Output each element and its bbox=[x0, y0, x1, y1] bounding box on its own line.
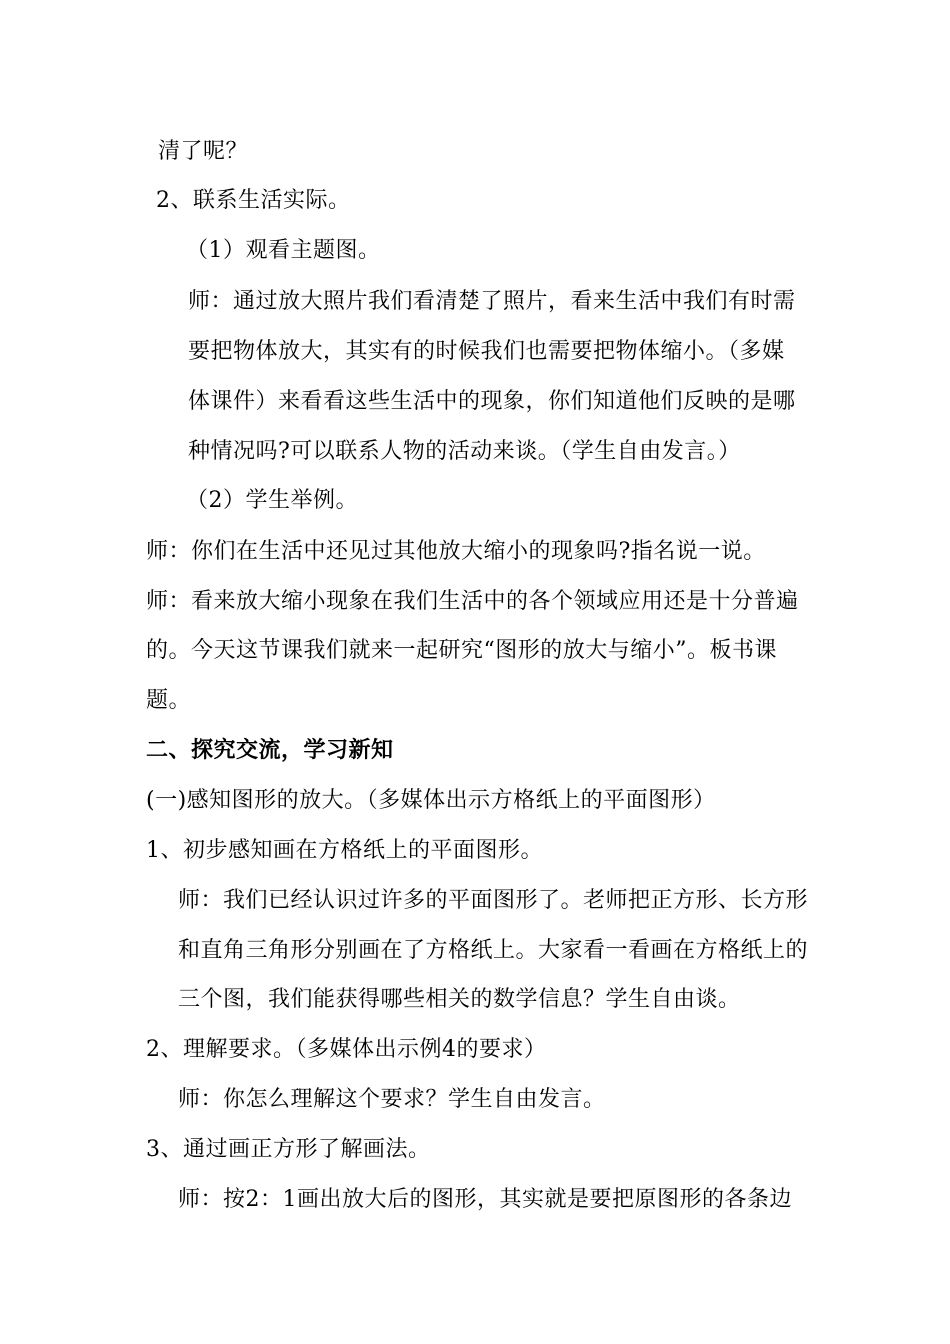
text-line: 清了呢？ bbox=[158, 139, 249, 164]
text-line: (一)感知图形的放大。（多媒体出示方格纸上的平面图形） bbox=[146, 788, 716, 813]
text-line: 1、初步感知画在方格纸上的平面图形。 bbox=[146, 838, 543, 863]
text-line: 要把物体放大，其实有的时候我们也需要把物体缩小。（多媒 bbox=[188, 339, 785, 364]
text-line: （2）学生举例。 bbox=[186, 488, 358, 513]
text-line: 的。今天这节课我们就来一起研究“图形的放大与缩小”。板书课 bbox=[146, 638, 777, 663]
text-line: 和直角三角形分别画在了方格纸上。大家看一看画在方格纸上的 bbox=[178, 938, 809, 963]
text-line: 种情况吗?可以联系人物的活动来谈。（学生自由发言。） bbox=[188, 439, 741, 464]
text-line: 师：通过放大照片我们看清楚了照片，看来生活中我们有时需 bbox=[188, 289, 796, 314]
text-line: 师：我们已经认识过许多的平面图形了。老师把正方形、长方形 bbox=[178, 888, 809, 913]
section-heading: 二、探究交流，学习新知 bbox=[146, 737, 394, 763]
text-line: 题。 bbox=[146, 688, 192, 713]
text-line: 师：看来放大缩小现象在我们生活中的各个领域应用还是十分普遍 bbox=[146, 589, 799, 614]
text-line: 师：你们在生活中还见过其他放大缩小的现象吗?指名说一说。 bbox=[146, 539, 766, 564]
text-line: 师：按2：1画出放大后的图形，其实就是要把原图形的各条边 bbox=[178, 1187, 792, 1212]
text-line: 3、通过画正方形了解画法。 bbox=[146, 1137, 431, 1162]
text-line: 2、理解要求。（多媒体出示例4的要求） bbox=[146, 1037, 547, 1062]
text-line: 体课件）来看看这些生活中的现象，你们知道他们反映的是哪 bbox=[188, 389, 796, 414]
text-line: 师：你怎么理解这个要求？学生自由发言。 bbox=[178, 1087, 606, 1112]
text-line: 2、联系生活实际。 bbox=[156, 188, 351, 213]
text-line: （1）观看主题图。 bbox=[186, 238, 381, 263]
text-line: 三个图，我们能获得哪些相关的数学信息？学生自由谈。 bbox=[178, 987, 741, 1012]
